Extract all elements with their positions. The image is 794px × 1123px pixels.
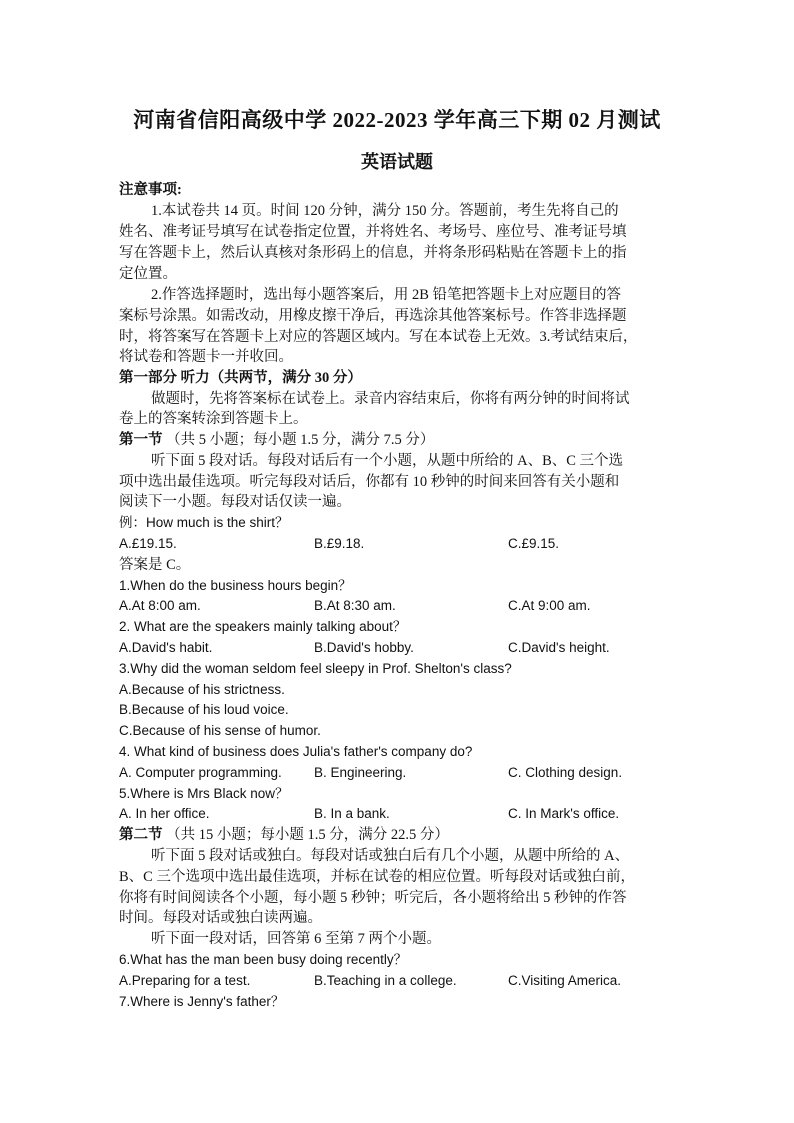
notice-line: 时，将答案写在答题卡上对应的答题区域内。写在本试卷上无效。3.考试结束后， (119, 329, 638, 345)
part1-intro-line: 做题时，先将答案标在试卷上。录音内容结束后，你将有两分钟的时间将试 (151, 391, 630, 407)
question-5-options (119, 804, 719, 824)
section2-intro-line: 时间。每段对话或独白读两遍。 (119, 910, 322, 926)
notice-line: 姓名、准考证号填写在试卷指定位置，并将姓名、考场号、座位号、准考证号填 (119, 224, 627, 240)
option-a: A. In her office. (119, 806, 210, 821)
section2-intro-line: 你将有时间阅读各个小题，每小题 5 秒钟；听完后，各小题将给出 5 秒钟的作答 (119, 890, 627, 906)
option-c: C. Clothing design. (508, 765, 623, 780)
question-4: 4. What kind of business does Julia's father's company do? (119, 744, 473, 759)
notice-line: 1.本试卷共 14 页。时间 120 分钟，满分 150 分。答题前，考生先将自己的 (151, 203, 619, 219)
question-1-options (119, 596, 719, 616)
notice-heading: 注意事项: (119, 182, 182, 198)
example-question: 例：How much is the shirt？ (119, 515, 289, 530)
option-b: B.Because of his loud voice. (119, 702, 289, 717)
section1-heading: 第一节 (119, 432, 163, 448)
question-2: 2. What are the speakers mainly talking about？ (119, 619, 407, 634)
option-a: A.£19.15. (119, 536, 177, 551)
option-c: C.Because of his sense of humor. (119, 723, 321, 738)
option-b: B.£9.18. (314, 536, 365, 551)
notice-line: 写在答题卡上，然后认真核对条形码上的信息，并将条形码粘贴在答题卡上的指 (119, 245, 627, 261)
question-3: 3.Why did the woman seldom feel sleepy in Prof. Shelton's class? (119, 661, 512, 676)
question-6-options (119, 971, 719, 991)
notice-line: 案标号涂黑。如需改动，用橡皮擦干净后，再选涂其他答案标号。作答非选择题 (119, 308, 627, 324)
option-c: C. In Mark's office. (508, 806, 620, 821)
notice-line: 2.作答选择题时，选出每小题答案后，用 2B 铅笔把答题卡上对应题目的答 (151, 287, 622, 303)
section1-heading-line (119, 430, 434, 450)
option-c: C.David's height. (508, 640, 610, 655)
option-b: B.At 8:30 am. (314, 598, 396, 613)
section2-intro-line: B、C 三个选项中选出最佳选项，并标在试卷的相应位置。听每段对话或独白前， (119, 869, 635, 885)
option-b: B. Engineering. (314, 765, 407, 780)
question-2-options (119, 638, 719, 658)
section1-intro-line: 项中选出最佳选项。听完每段对话后，你都有 10 秒钟的时间来回答有关小题和 (119, 474, 620, 490)
option-a: A.At 8:00 am. (119, 598, 201, 613)
option-c: C.Visiting America. (508, 973, 622, 988)
question-4-options (119, 763, 719, 783)
section2-heading-note: （共 15 小题；每小题 1.5 分，满分 22.5 分） (166, 827, 449, 843)
exam-title: 河南省信阳高级中学 2022-2023 学年高三下期 02 月测试 (133, 108, 661, 132)
question-5: 5.Where is Mrs Black now？ (119, 786, 289, 801)
dialog-intro: 听下面一段对话，回答第 6 至第 7 两个小题。 (151, 931, 441, 947)
section1-intro-line: 阅读下一小题。每段对话仅读一遍。 (119, 494, 351, 510)
notice-line: 将试卷和答题卡一并收回。 (119, 349, 293, 365)
section1-heading-note: （共 5 小题；每小题 1.5 分，满分 7.5 分） (166, 432, 435, 448)
example-options (119, 534, 719, 554)
part1-heading: 第一部分 听力（共两节，满分 30 分） (119, 370, 362, 386)
option-b: B.Teaching in a college. (314, 973, 457, 988)
section2-heading-line (119, 825, 449, 845)
notice-line: 定位置。 (119, 266, 177, 282)
option-a: A.Preparing for a test. (119, 973, 251, 988)
option-a: A.Because of his strictness. (119, 682, 285, 697)
section2-intro-line: 听下面 5 段对话或独白。每段对话或独白后有几个小题，从题中所给的 A、 (151, 848, 630, 864)
question-6: 6.What has the man been busy doing recently？ (119, 952, 408, 967)
option-c: C.At 9:00 am. (508, 598, 591, 613)
section2-heading: 第二节 (119, 827, 163, 843)
part1-intro-line: 卷上的答案转涂到答题卡上。 (119, 411, 308, 427)
option-c: C.£9.15. (508, 536, 560, 551)
exam-subtitle: 英语试题 (361, 152, 433, 172)
option-a: A.David's habit. (119, 640, 213, 655)
option-b: B.David's hobby. (314, 640, 414, 655)
question-1: 1.When do the business hours begin？ (119, 578, 352, 593)
option-a: A. Computer programming. (119, 765, 282, 780)
section1-intro-line: 听下面 5 段对话。每段对话后有一个小题，从题中所给的 A、B、C 三个选 (151, 453, 624, 469)
option-b: B. In a bank. (314, 806, 390, 821)
question-7: 7.Where is Jenny's father？ (119, 994, 285, 1009)
example-answer: 答案是 C。 (119, 557, 191, 573)
